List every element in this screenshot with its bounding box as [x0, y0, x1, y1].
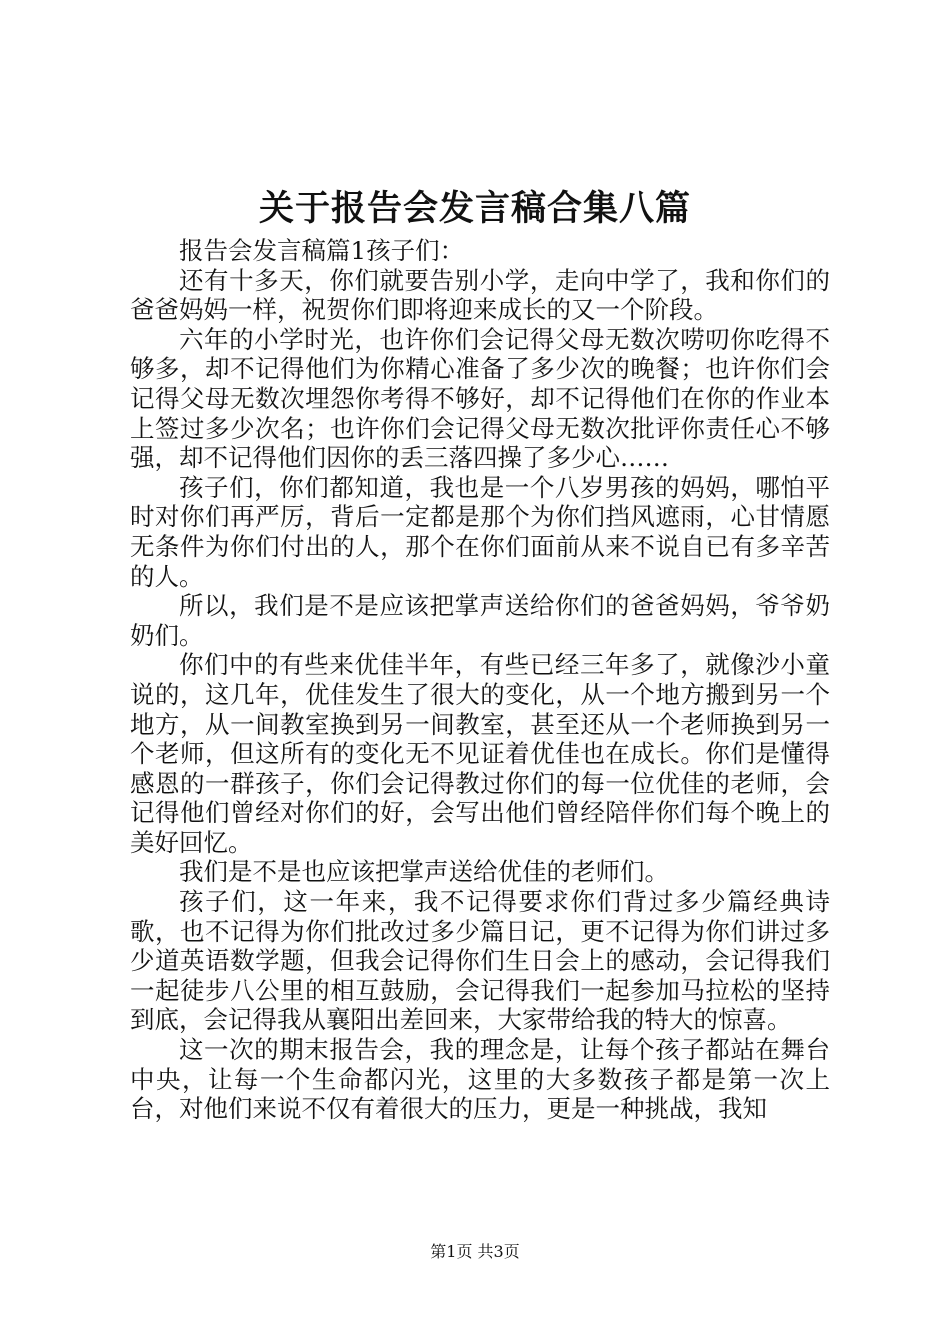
paragraph-6: 你们中的有些来优佳半年，有些已经三年多了，就像沙小童说的，这几年，优佳发生了很大的变化，从一个地方搬到另一个地方，从一间教室换到另一间教室，甚至还从一个老师换到另一个老师，但这所有的变化无不见证着优佳也在成长。你们是懂得感恩的一群孩子，你们会记得教过你们的每一位优佳的老师，会记得他们曾经对你们的好，会写出他们曾经陪伴你们每个晚上的美好回忆。 — [130, 650, 830, 857]
paragraph-2: 还有十多天，你们就要告别小学，走向中学了，我和你们的爸爸妈妈一样，祝贺你们即将迎来成长的又一个阶段。 — [130, 265, 830, 325]
paragraph-7: 我们是不是也应该把掌声送给优佳的老师们。 — [179, 857, 669, 887]
paragraph-9: 这一次的期末报告会，我的理念是，让每个孩子都站在舞台中央，让每一个生命都闪光，这里的大多数孩子都是第一次上台，对他们来说不仅有着很大的压力，更是一种挑战，我知 — [130, 1035, 830, 1124]
paragraph-1: 报告会发言稿篇1孩子们： — [179, 236, 465, 265]
paragraph-4: 孩子们，你们都知道，我也是一个八岁男孩的妈妈，哪怕平时对你们再严厉，背后一定都是那个为你们挡风遮雨，心甘情愿无条件为你们付出的人，那个在你们面前从来不说自已有多辛苦的人。 — [130, 472, 830, 591]
paragraph-5: 所以，我们是不是应该把掌声送给你们的爸爸妈妈，爷爷奶奶们。 — [130, 591, 830, 650]
page-footer: 第1页 共3页 — [430, 1242, 520, 1261]
document-body — [130, 236, 830, 1124]
paragraph-3: 六年的小学时光，也许你们会记得父母无数次唠叨你吃得不够多，却不记得他们为你精心准备了多少次的晚餐；也许你们会记得父母无数次埋怨你考得不够好，却不记得他们在你的作业本上签过多少次名；也许你们会记得父母无数次批评你责任心不够强，却不记得他们因你的丢三落四操了多少心…… — [130, 324, 830, 473]
paragraph-8: 孩子们，这一年来，我不记得要求你们背过多少篇经典诗歌，也不记得为你们批改过多少篇日记，更不记得为你们讲过多少道英语数学题，但我会记得你们生日会上的感动，会记得我们一起徒步八公里的相互鼓励，会记得我们一起参加马拉松的坚持到底，会记得我从襄阳出差回来，大家带给我的特大的惊喜。 — [130, 887, 830, 1035]
document-title: 关于报告会发言稿合集八篇 — [258, 188, 691, 229]
